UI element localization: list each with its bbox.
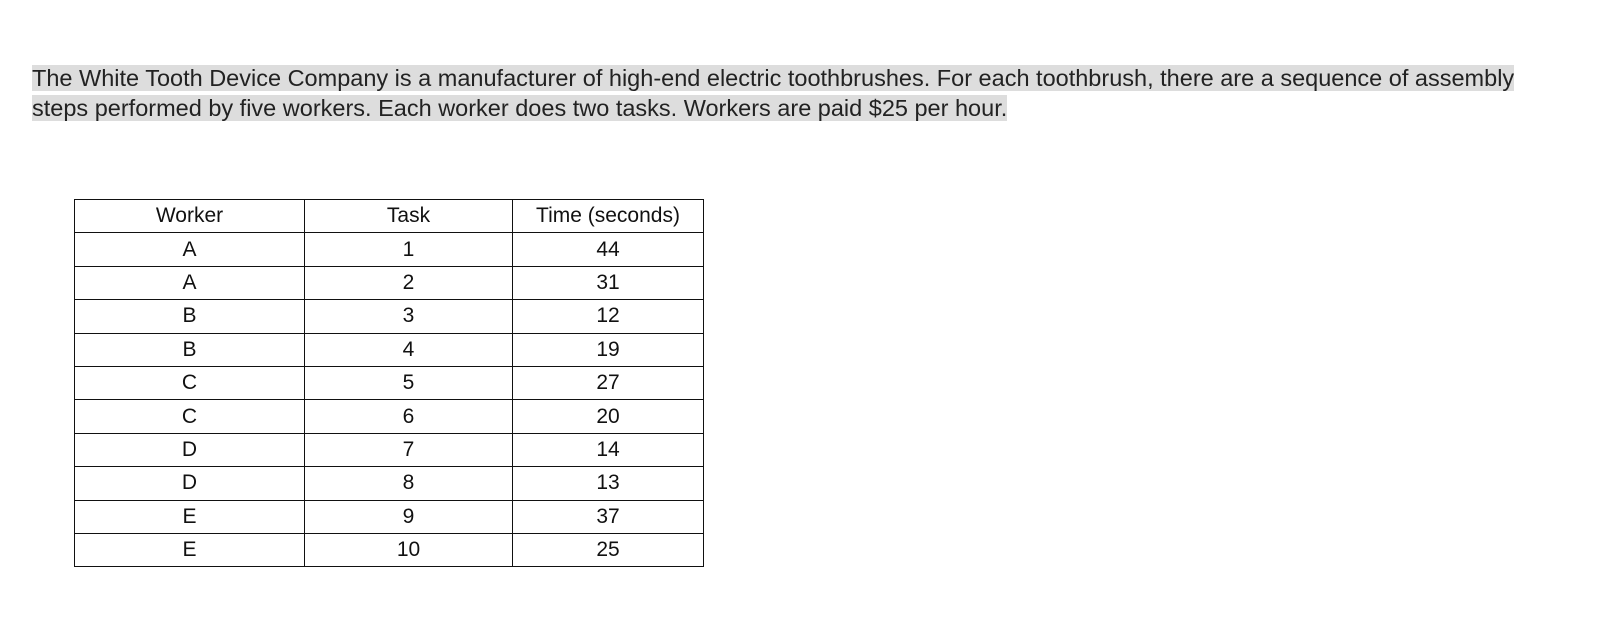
cell-worker: D [75, 433, 305, 466]
table-row [75, 266, 704, 299]
cell-worker: D [75, 467, 305, 500]
cell-time: 12 [513, 300, 704, 333]
table-row [75, 333, 704, 366]
worker-task-table [74, 199, 704, 567]
cell-worker: C [75, 400, 305, 433]
cell-time: 20 [513, 400, 704, 433]
cell-worker: A [75, 266, 305, 299]
table-row [75, 400, 704, 433]
cell-task: 1 [305, 233, 513, 266]
cell-task: 5 [305, 366, 513, 399]
cell-time: 13 [513, 467, 704, 500]
cell-task: 3 [305, 300, 513, 333]
table-row [75, 233, 704, 266]
cell-task: 2 [305, 266, 513, 299]
table-row [75, 300, 704, 333]
table-row [75, 533, 704, 566]
table-row [75, 467, 704, 500]
cell-worker: E [75, 533, 305, 566]
problem-statement [32, 63, 1562, 123]
cell-time: 19 [513, 333, 704, 366]
table-row [75, 433, 704, 466]
cell-time: 44 [513, 233, 704, 266]
cell-task: 8 [305, 467, 513, 500]
cell-task: 7 [305, 433, 513, 466]
cell-time: 37 [513, 500, 704, 533]
header-worker: Worker [75, 200, 305, 233]
cell-worker: A [75, 233, 305, 266]
cell-worker: E [75, 500, 305, 533]
table-row [75, 366, 704, 399]
cell-task: 4 [305, 333, 513, 366]
cell-time: 25 [513, 533, 704, 566]
header-task: Task [305, 200, 513, 233]
table-row [75, 500, 704, 533]
cell-task: 9 [305, 500, 513, 533]
highlighted-problem-text: The White Tooth Device Company is a manufacturer of high-end electric toothbrushes. For each toothbrush, there are a sequence of assembly steps performed by five workers. Each worker does two tasks. Workers are paid $25 per hour. [32, 65, 1515, 121]
cell-task: 6 [305, 400, 513, 433]
cell-time: 27 [513, 366, 704, 399]
cell-worker: B [75, 300, 305, 333]
cell-worker: C [75, 366, 305, 399]
cell-time: 31 [513, 266, 704, 299]
cell-time: 14 [513, 433, 704, 466]
header-time-seconds: Time (seconds) [513, 200, 704, 233]
cell-worker: B [75, 333, 305, 366]
cell-task: 10 [305, 533, 513, 566]
table-header-row [75, 200, 704, 233]
